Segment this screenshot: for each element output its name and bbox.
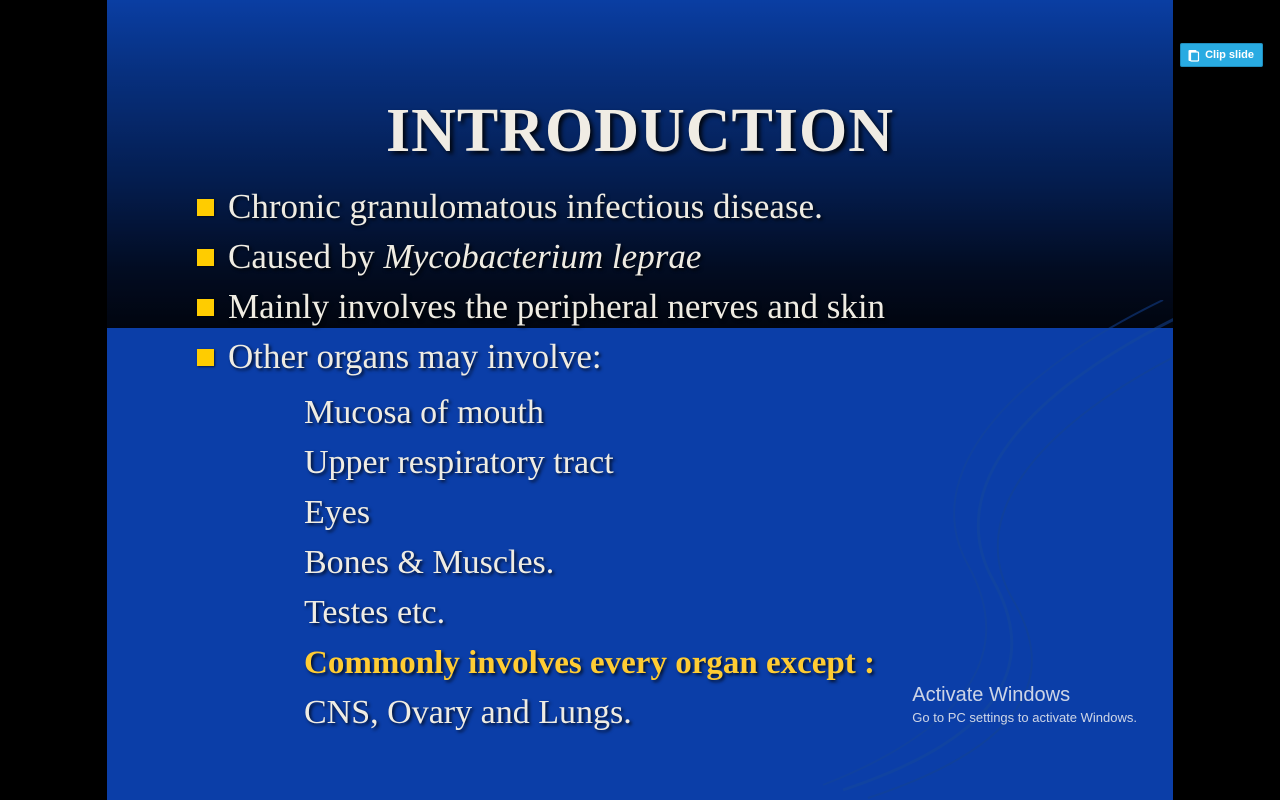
page-title: INTRODUCTION	[385, 97, 895, 165]
bullet-square-icon	[197, 299, 214, 316]
list-item: Mucosa of mouth	[304, 394, 544, 431]
list-item: CNS, Ovary and Lungs.	[304, 694, 632, 731]
clip-slide-label: Clip slide	[1205, 49, 1254, 61]
list-item: Eyes	[304, 494, 371, 531]
clip-slide-button[interactable]	[1180, 43, 1263, 67]
bullet-text: Caused by Mycobacterium leprae	[228, 237, 702, 276]
list-item	[197, 185, 1157, 228]
bullet-text: Other organs may involve:	[228, 337, 602, 376]
list-item	[197, 235, 1157, 278]
clip-slide-icon	[1187, 49, 1200, 62]
bullet-text: Mainly involves the peripheral nerves and skin	[228, 287, 886, 326]
bullet-square-icon	[197, 349, 214, 366]
list-item: Upper respiratory tract	[304, 444, 614, 481]
species-name: Mycobacterium leprae	[383, 237, 702, 276]
list-item: Bones & Muscles.	[304, 544, 555, 581]
list-item	[197, 285, 1157, 328]
list-item	[197, 335, 1157, 378]
bullet-list	[197, 185, 1157, 385]
slide-canvas[interactable]	[107, 0, 1173, 800]
activate-windows-title: Activate Windows	[912, 684, 1071, 706]
list-item: Testes etc.	[304, 594, 446, 631]
list-item-highlighted: Commonly involves every organ except :	[304, 645, 875, 681]
bullet-square-icon	[197, 249, 214, 266]
activate-windows-subtitle: Go to PC settings to activate Windows.	[912, 710, 1137, 725]
sub-list	[304, 388, 1164, 738]
bullet-square-icon	[197, 199, 214, 216]
bullet-text: Chronic granulomatous infectious disease.	[228, 187, 823, 226]
